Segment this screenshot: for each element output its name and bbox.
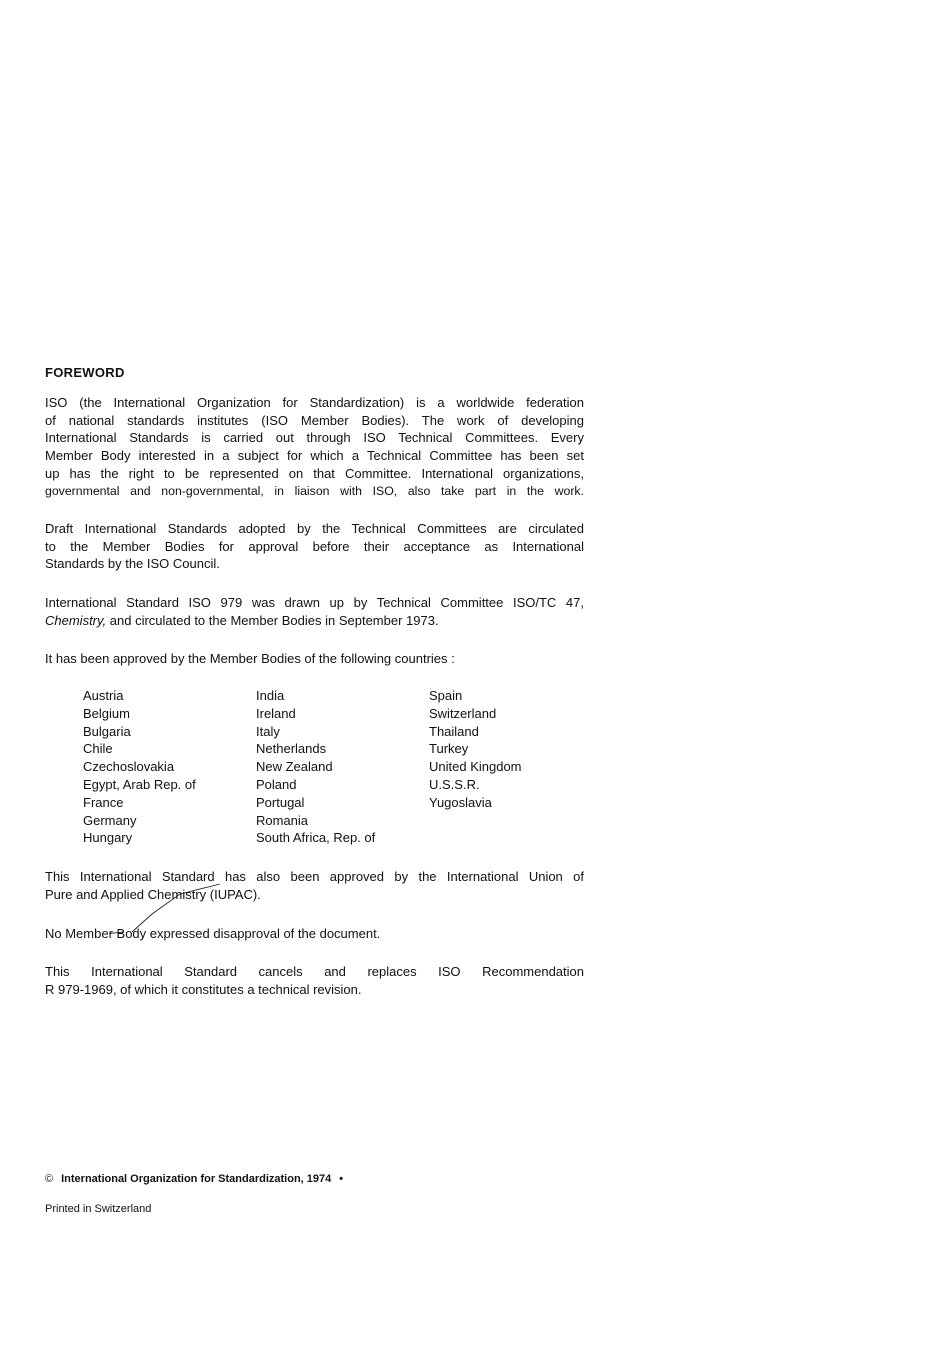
country: Spain — [429, 688, 463, 703]
paragraph-line: International Standard ISO 979 was drawn up by Technical Committee ISO/TC 47, — [45, 595, 584, 610]
paragraph-line: Pure and Applied Chemistry (IUPAC). — [45, 886, 261, 902]
committee-name: Chemistry, — [45, 612, 107, 628]
country: Austria — [83, 688, 124, 703]
country: France — [83, 794, 124, 810]
foreword-heading: FOREWORD — [45, 365, 125, 380]
paragraph-line: International Standards is carried out through ISO Technical Committees. Every — [45, 430, 584, 446]
paragraph-line: It has been approved by the Member Bodies of the following countries : — [45, 651, 455, 666]
country: India — [256, 688, 285, 703]
paragraph-line: up has the right to be represented on that Committee. International organizations, — [45, 465, 584, 481]
paragraph-line: This International Standard cancels and replaces ISO Recommendation — [45, 964, 584, 979]
countries-column-3 — [429, 687, 522, 812]
paragraph-line: This International Standard has also been approved by the International Union of — [45, 869, 584, 884]
foreword-paragraph-6 — [45, 925, 584, 943]
country: Belgium — [83, 705, 130, 721]
country: U.S.S.R. — [429, 776, 480, 792]
country: Switzerland — [429, 705, 497, 721]
country: Romania — [256, 812, 309, 828]
paragraph-line: ISO (the International Organization for Standardization) is a worldwide federation — [45, 395, 584, 410]
country: Bulgaria — [83, 723, 131, 739]
country: Italy — [256, 723, 280, 739]
paragraph-line: of national standards institutes (ISO Member Bodies). The work of developing — [45, 412, 584, 428]
paragraph-line — [45, 612, 584, 630]
foreword-paragraph-3 — [45, 594, 584, 629]
copyright-symbol: © — [45, 1173, 54, 1185]
foreword-paragraph-4 — [45, 650, 584, 668]
printed-in: Printed in Switzerland — [45, 1203, 152, 1215]
country: Czechoslovakia — [83, 759, 175, 775]
foreword-paragraph-2 — [45, 520, 584, 573]
paragraph-line: R 979-1969, of which it constitutes a technical revision. — [45, 981, 362, 997]
country: Germany — [83, 812, 137, 828]
country: Poland — [256, 776, 297, 792]
bullet-icon: • — [339, 1173, 344, 1185]
copyright-text: International Organization for Standardization, 1974 — [61, 1173, 332, 1185]
country: Yugoslavia — [429, 794, 492, 810]
country: Chile — [83, 741, 113, 757]
paragraph-line: to the Member Bodies for approval before their acceptance as International — [45, 538, 584, 554]
foreword-paragraph-7 — [45, 963, 584, 998]
paragraph-text: and circulated to the Member Bodies in September 1973. — [106, 612, 439, 628]
country: United Kingdom — [429, 759, 522, 775]
country: Turkey — [429, 741, 469, 757]
foreword-paragraph-1 — [45, 394, 584, 500]
country: Hungary — [83, 830, 133, 846]
paragraph-line: Draft International Standards adopted by the Technical Committees are circulated — [45, 521, 584, 536]
paragraph-line: No Member Body expressed disapproval of the document. — [45, 926, 381, 941]
countries-column-1 — [83, 687, 196, 847]
country: Thailand — [429, 723, 479, 739]
copyright-line — [45, 1173, 343, 1185]
countries-column-2 — [256, 687, 375, 847]
paragraph-line: governmental and non-governmental, in liaison with ISO, also take part in the work. — [45, 483, 584, 498]
country: Netherlands — [256, 741, 327, 757]
country: Egypt, Arab Rep. of — [83, 776, 196, 792]
paragraph-line: Standards by the ISO Council. — [45, 556, 220, 572]
country: South Africa, Rep. of — [256, 830, 376, 846]
country: Ireland — [256, 705, 296, 721]
paragraph-line: Member Body interested in a subject for which a Technical Committee has been set — [45, 448, 584, 464]
country: Portugal — [256, 794, 305, 810]
country: New Zealand — [256, 759, 333, 775]
